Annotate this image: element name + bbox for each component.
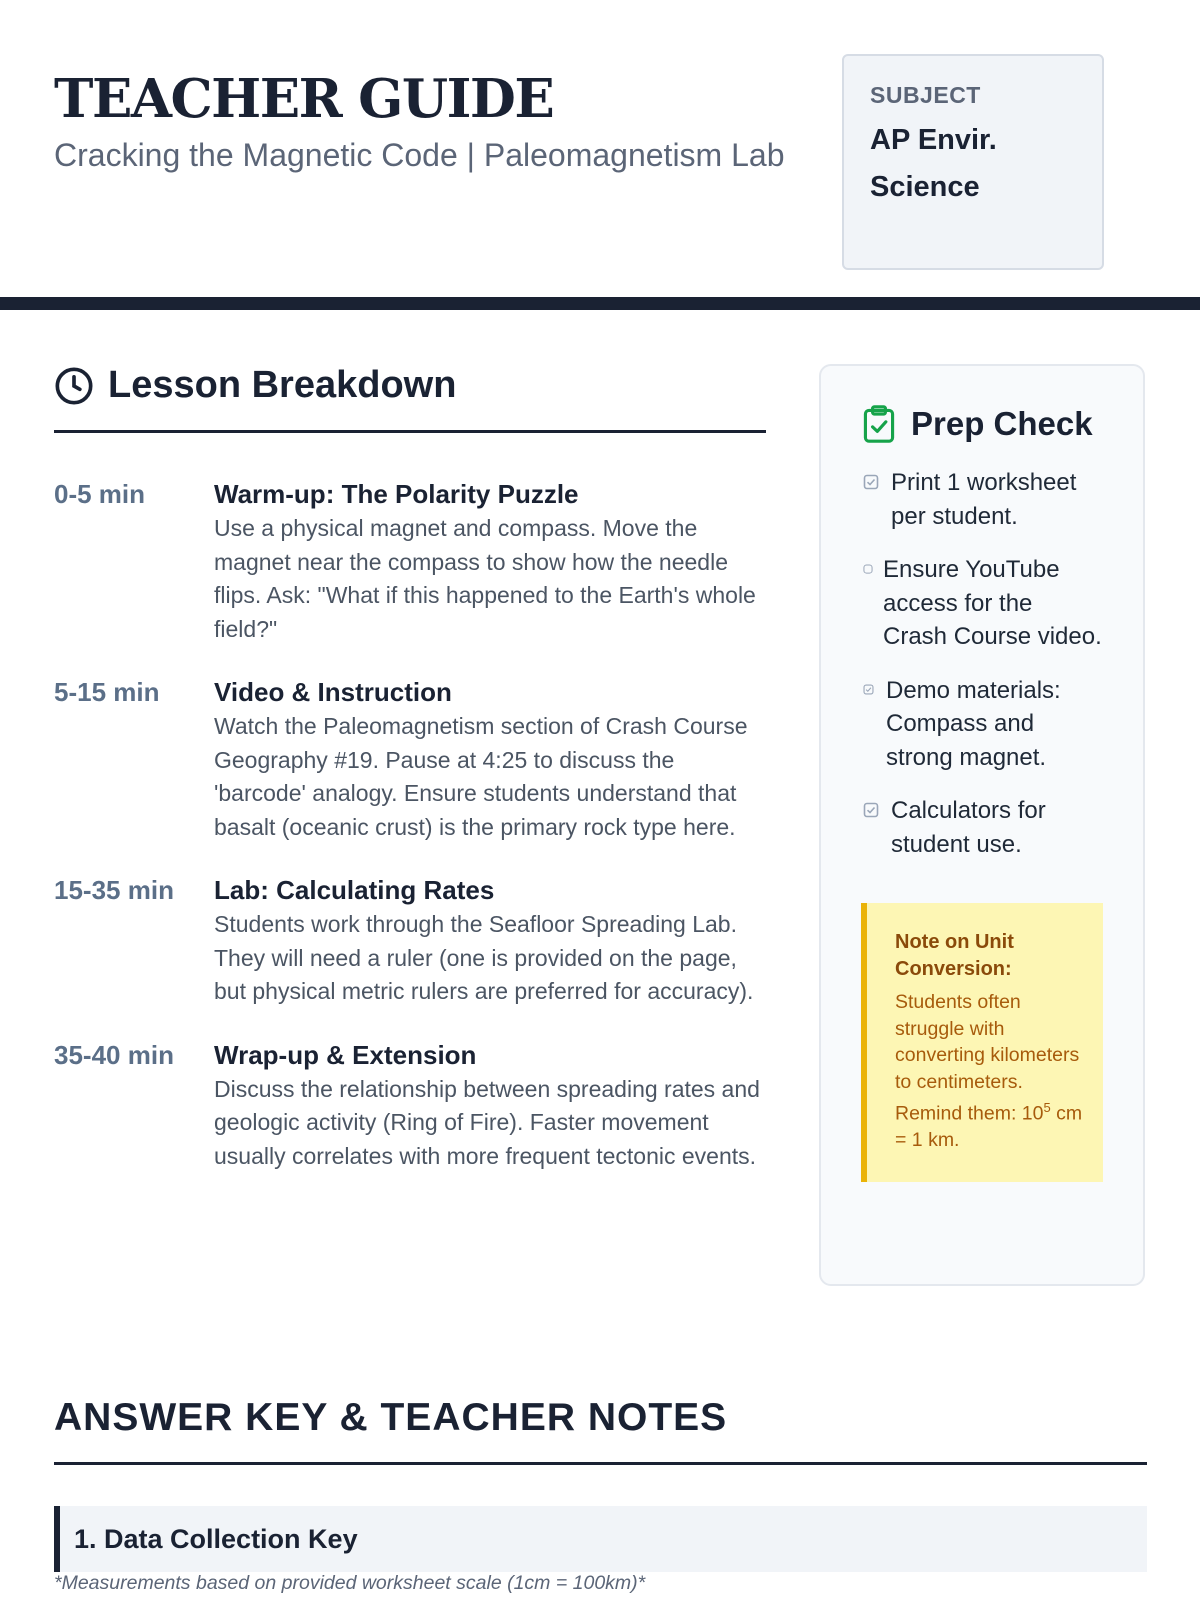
timeline-heading: Warm-up: The Polarity Puzzle	[214, 479, 579, 509]
subject-card	[842, 54, 1104, 270]
prep-check-heading	[861, 404, 1103, 444]
checklist-item	[861, 553, 1103, 654]
checkbox-icon	[863, 684, 874, 695]
answer-key-divider	[54, 1462, 1147, 1465]
timeline-heading: Lab: Calculating Rates	[214, 875, 495, 905]
timeline-description: Discuss the relationship between spreading rates and geologic activity (Ring of Fire). Faster movement usually correlates with more frequent tectonic events.	[214, 1075, 760, 1169]
header	[54, 70, 814, 178]
checklist-text: Ensure YouTube access for the Crash Course video.	[883, 556, 1102, 650]
clipboard-check-icon	[861, 404, 897, 444]
timeline-time: 0-5 min	[54, 479, 146, 509]
checklist-item	[861, 794, 1103, 861]
prep-check-card	[819, 364, 1145, 1286]
timeline-description: Use a physical magnet and compass. Move the magnet near the compass to show how the needle flips. Ask: "What if this happened to the Earth's whole field?"	[214, 515, 756, 642]
lesson-timeline	[54, 476, 766, 1201]
checklist-text: Calculators for student use.	[891, 797, 1046, 858]
timeline-heading: Wrap-up & Extension	[214, 1039, 477, 1070]
note-title: Note on Unit Conversion:	[895, 931, 1014, 980]
note-text	[895, 989, 1085, 1154]
timeline-time: 35-40 min	[54, 1039, 174, 1070]
unit-conversion-note	[861, 903, 1103, 1182]
note-text-start: Students often struggle with converting kilometers to centimeters. Remind them: 10	[895, 991, 1080, 1125]
clock-icon	[54, 366, 94, 406]
scale-note: *Measurements based on provided worksheet scale (1cm = 100km)*	[54, 1572, 646, 1594]
checklist-text: Print 1 worksheet per student.	[891, 469, 1077, 530]
section-divider	[54, 430, 766, 433]
checklist-text: Demo materials: Compass and strong magnet.	[886, 676, 1061, 771]
checklist-item	[861, 674, 1103, 775]
page-title: TEACHER GUIDE	[54, 68, 554, 130]
subject-value: AP Envir. Science	[870, 124, 997, 203]
data-collection-key-header	[54, 1506, 1147, 1572]
timeline-item	[54, 1037, 766, 1174]
timeline-description: Watch the Paleomagnetism section of Crash Course Geography #19. Pause at 4:25 to discuss the 'barcode' analogy. Ensure students understand that basalt (oceanic crust) is the primary rock type here.	[214, 713, 748, 840]
lesson-breakdown-heading	[54, 364, 766, 407]
note-exponent: 5	[1043, 1100, 1051, 1115]
prep-checklist	[861, 466, 1103, 861]
page-subtitle: Cracking the Magnetic Code | Paleomagnetism Lab	[54, 137, 785, 174]
timeline-description: Students work through the Seafloor Spreading Lab. They will need a ruler (one is provided on the page, but physical metric rulers are preferred for accuracy).	[214, 911, 754, 1004]
checklist-item	[861, 466, 1103, 533]
timeline-item	[54, 872, 766, 1009]
note-text-end: cm = 1 km.	[895, 1102, 1083, 1151]
timeline-item	[54, 674, 766, 844]
timeline-item	[54, 476, 766, 646]
checkbox-icon	[863, 564, 873, 574]
answer-key-title: ANSWER KEY & TEACHER NOTES	[54, 1396, 728, 1439]
data-collection-key-title: 1. Data Collection Key	[74, 1523, 358, 1554]
prep-check-title: Prep Check	[911, 405, 1093, 442]
lesson-breakdown-title: Lesson Breakdown	[108, 364, 457, 406]
subject-label: SUBJECT	[870, 82, 981, 108]
timeline-time: 5-15 min	[54, 677, 160, 707]
checkbox-icon	[863, 802, 879, 818]
checkbox-icon	[863, 474, 879, 490]
timeline-time: 15-35 min	[54, 875, 174, 905]
timeline-heading: Video & Instruction	[214, 677, 452, 707]
header-divider	[0, 297, 1200, 310]
